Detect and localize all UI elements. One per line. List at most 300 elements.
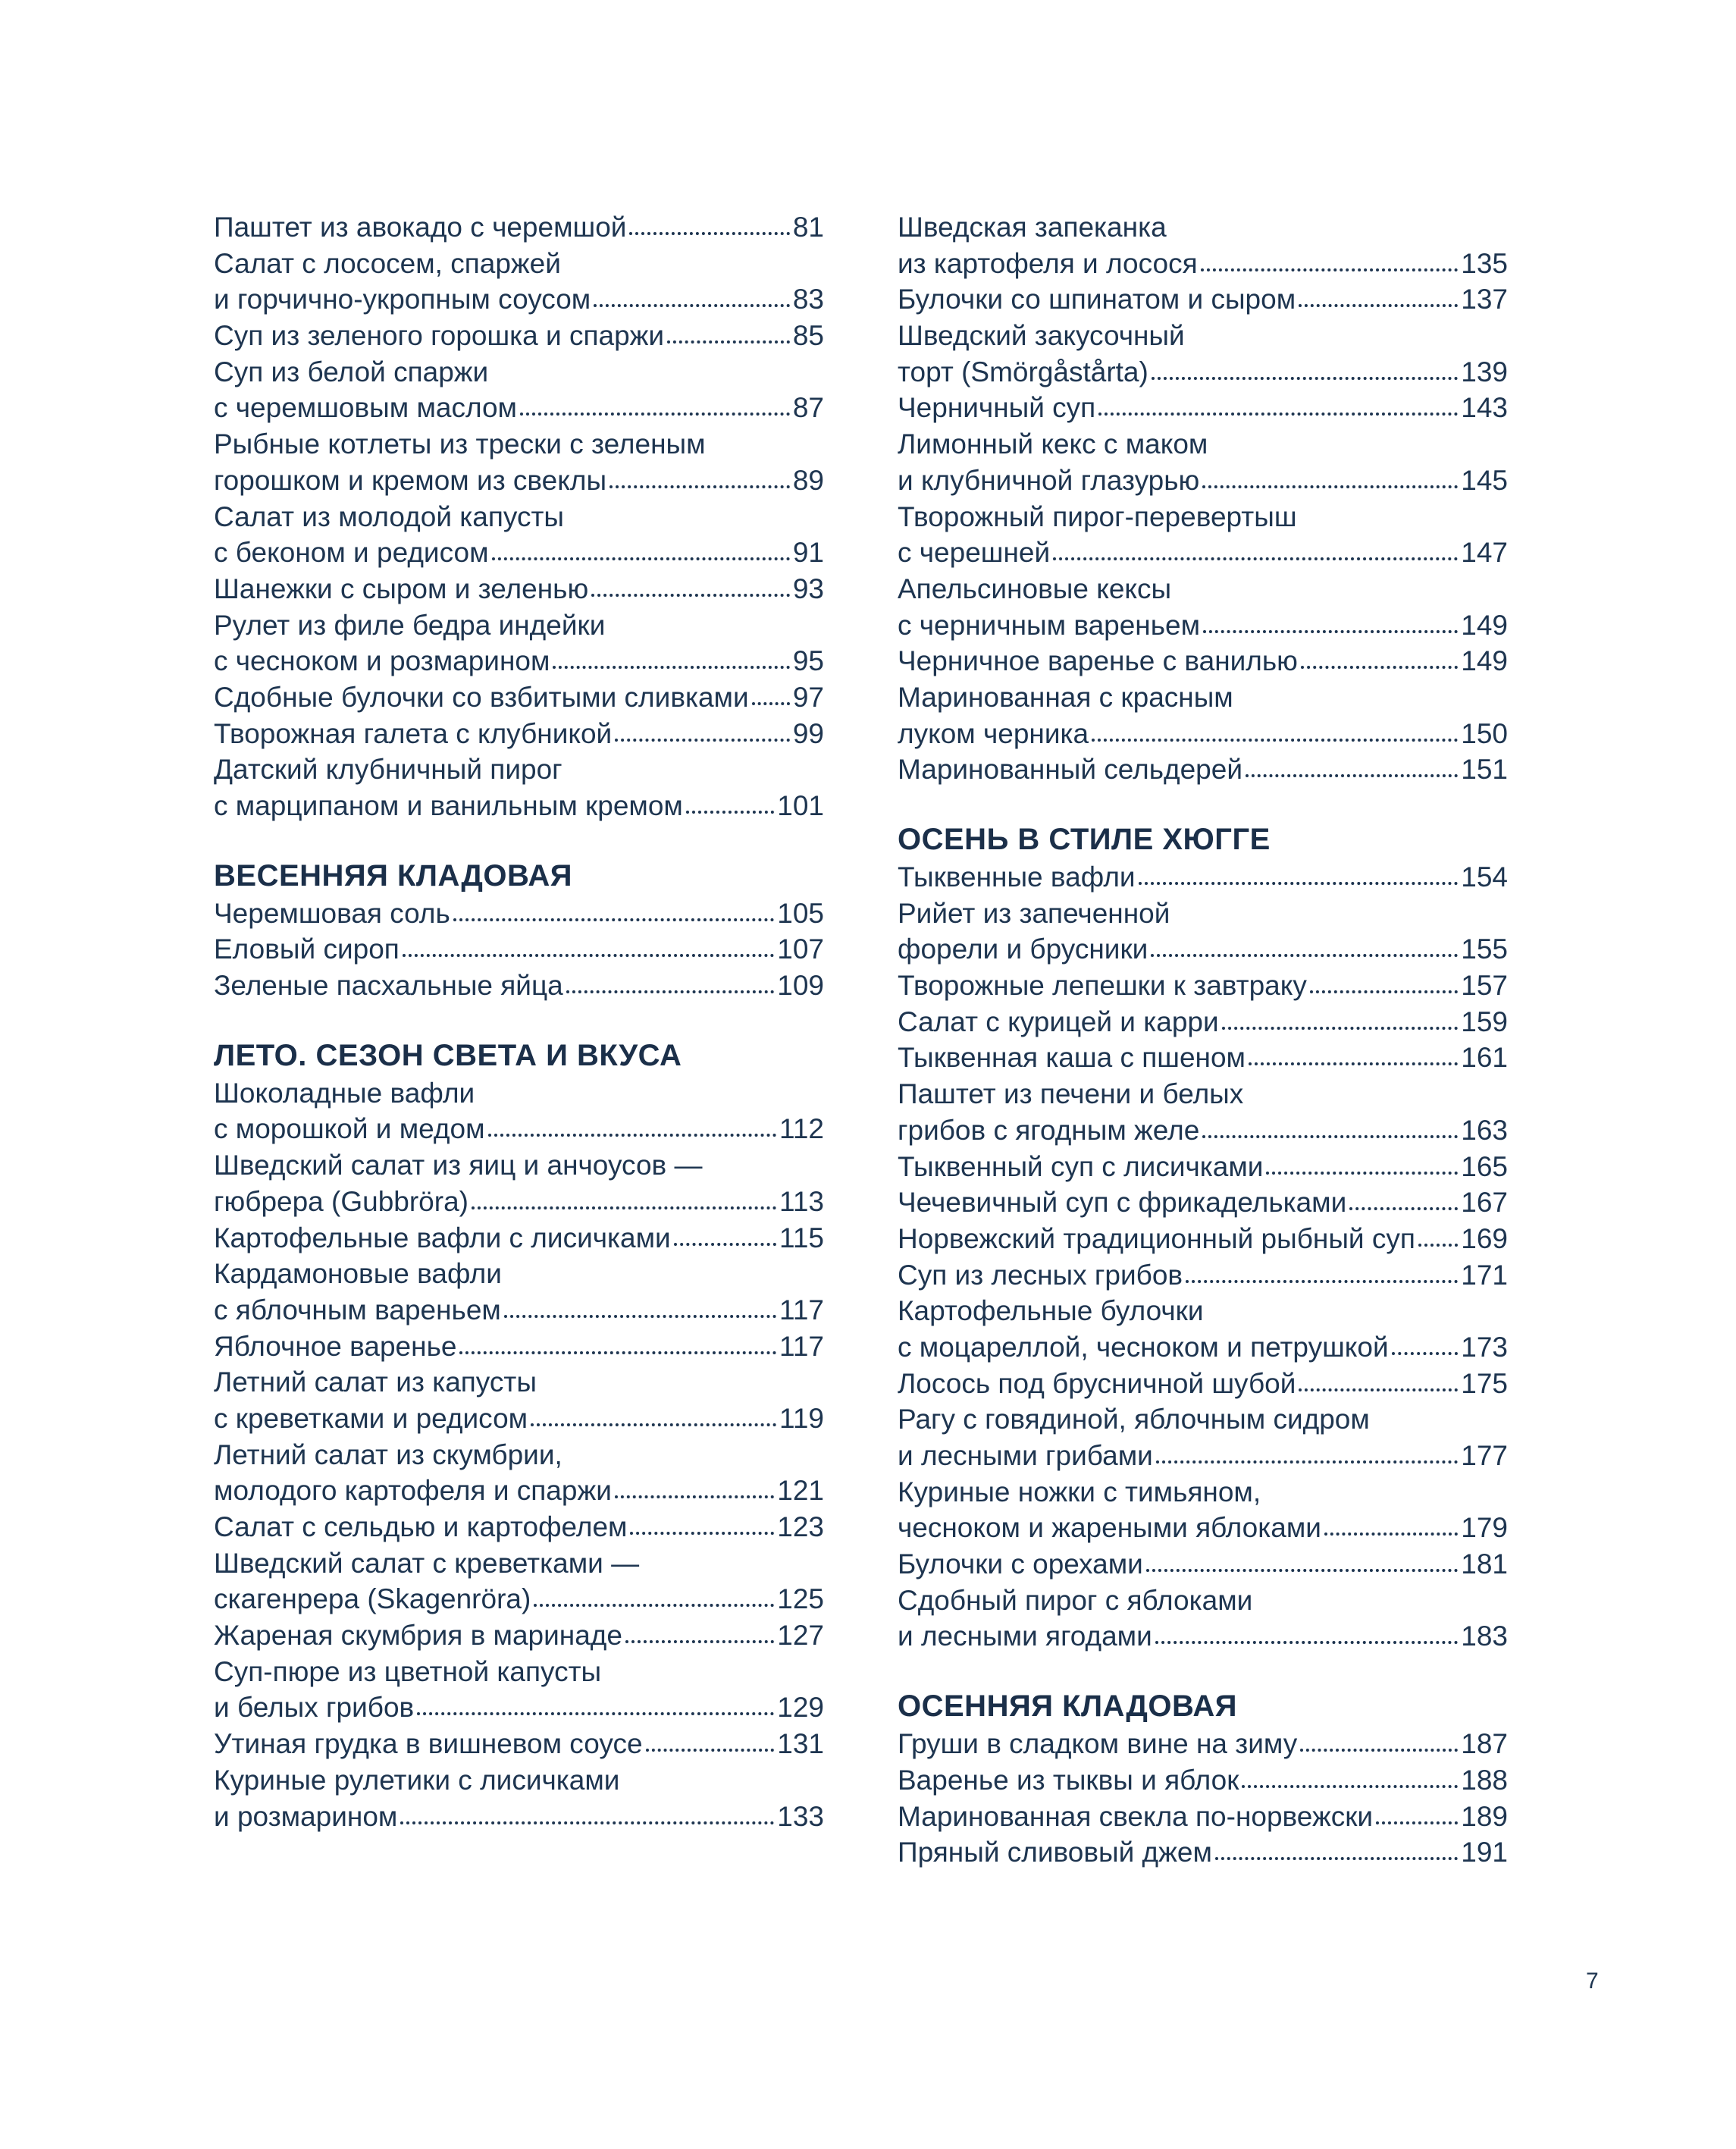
- toc-entry[interactable]: [214, 896, 824, 932]
- dot-leader: [1300, 1746, 1458, 1752]
- entry-title: с моцареллой, чесноком и петрушкой: [898, 1331, 1389, 1363]
- dot-leader: [1139, 879, 1459, 885]
- entry-title: Салат из молодой капусты: [214, 500, 565, 532]
- entry-page-number: 107: [777, 933, 824, 965]
- toc-entry[interactable]: [214, 1075, 824, 1147]
- toc-entry[interactable]: [898, 1474, 1508, 1546]
- entry-page-number: 189: [1461, 1800, 1508, 1832]
- entry-page-number: 169: [1461, 1222, 1508, 1254]
- entry-title: Шведский закусочный: [898, 320, 1185, 352]
- toc-entry-line: [898, 426, 1508, 463]
- toc-entry[interactable]: [898, 1546, 1508, 1583]
- dot-leader: [472, 1203, 776, 1209]
- section-heading: ВЕСЕННЯЯ КЛАДОВАЯ: [214, 858, 573, 893]
- toc-entry[interactable]: [214, 1147, 824, 1219]
- entry-title: с черемшовым маслом: [214, 392, 517, 424]
- toc-entry-line: [898, 1040, 1508, 1076]
- toc-entry[interactable]: [898, 390, 1508, 426]
- entry-title: Куриные рулетики с лисичками: [214, 1764, 620, 1796]
- entry-page-number: 133: [777, 1800, 824, 1832]
- entry-title: Рийет из запеченной: [898, 897, 1170, 929]
- entry-page-number: 121: [777, 1475, 824, 1507]
- toc-entry-line: [898, 1184, 1508, 1221]
- entry-page-number: 150: [1461, 717, 1508, 749]
- toc-entry-line: [214, 1329, 824, 1365]
- entry-title: Яблочное варенье: [214, 1330, 457, 1362]
- toc-entry[interactable]: [898, 1726, 1508, 1762]
- entry-page-number: 109: [777, 970, 824, 1002]
- toc-entry-line: [898, 246, 1508, 282]
- dot-leader: [752, 699, 790, 705]
- dot-leader: [534, 1601, 774, 1607]
- entry-page-number: 125: [777, 1583, 824, 1615]
- entry-page-number: 151: [1461, 754, 1508, 786]
- dot-leader: [609, 482, 790, 488]
- toc-entry-line: [214, 1437, 824, 1473]
- entry-title: Паштет из авокадо с черемшой: [214, 212, 627, 243]
- entry-title: Тыквенный суп с лисичками: [898, 1150, 1264, 1182]
- toc-entry-line: [898, 1618, 1508, 1655]
- entry-title: Салат с лососем, спаржей: [214, 247, 561, 279]
- toc-entry-line: [214, 1654, 824, 1690]
- dot-leader: [520, 409, 790, 416]
- dot-leader: [1152, 374, 1458, 380]
- toc-entry-line: [214, 1184, 824, 1220]
- entry-page-number: 97: [792, 681, 824, 713]
- toc-entry-line: [214, 1364, 824, 1401]
- dot-leader: [1202, 482, 1458, 488]
- entry-title: Булочки с орехами: [898, 1548, 1143, 1580]
- entry-page-number: 115: [779, 1222, 824, 1253]
- dot-leader: [1349, 1204, 1458, 1210]
- dot-leader: [615, 1492, 774, 1498]
- entry-page-number: 161: [1461, 1042, 1508, 1074]
- entry-title: Норвежский традиционный рыбный суп: [898, 1222, 1415, 1254]
- toc-entry[interactable]: [898, 209, 1508, 281]
- entry-page-number: 131: [777, 1728, 824, 1760]
- dot-leader: [1203, 627, 1458, 633]
- toc-entry[interactable]: [214, 607, 824, 679]
- entry-title: Чечевичный суп с фрикадельками: [898, 1187, 1347, 1219]
- toc-entry[interactable]: [898, 571, 1508, 643]
- toc-entry[interactable]: [898, 1221, 1508, 1257]
- toc-entry[interactable]: [214, 426, 824, 498]
- toc-entry-line: [214, 499, 824, 535]
- toc-entry-line: [898, 1834, 1508, 1871]
- entry-title: Картофельные вафли с лисичками: [214, 1222, 671, 1253]
- dot-leader: [1376, 1818, 1458, 1824]
- toc-entry[interactable]: [898, 1834, 1508, 1871]
- section-heading: ЛЕТО. СЕЗОН СВЕТА И ВКУСА: [214, 1038, 682, 1072]
- entry-title: Рыбные котлеты из трески с зеленым: [214, 428, 706, 460]
- entry-page-number: 165: [1461, 1150, 1508, 1182]
- entry-page-number: 149: [1461, 645, 1508, 677]
- dot-leader: [403, 951, 774, 957]
- toc-entry-line: [214, 896, 824, 932]
- toc-entry-line: [214, 716, 824, 752]
- dot-leader: [1249, 1059, 1458, 1065]
- entry-title: гюбрера (Gubbröra): [214, 1185, 468, 1217]
- toc-entry[interactable]: [214, 1509, 824, 1545]
- dot-leader: [1324, 1529, 1458, 1536]
- dot-leader: [1310, 987, 1458, 993]
- dot-leader: [1266, 1169, 1458, 1175]
- dot-leader: [630, 1529, 774, 1535]
- entry-page-number: 95: [792, 645, 824, 677]
- entry-title: с черничным вареньем: [898, 609, 1201, 641]
- toc-entry-line: [214, 281, 824, 318]
- toc-entry[interactable]: [898, 1799, 1508, 1835]
- toc-entry[interactable]: [214, 1329, 824, 1365]
- toc-entry-line: [214, 1726, 824, 1762]
- entry-title: Шведский салат из яиц и анчоусов —: [214, 1150, 703, 1181]
- entry-title: Салат с курицей и карри: [898, 1005, 1219, 1037]
- toc-entry-line: [898, 1401, 1508, 1438]
- toc-entry-line: [898, 1329, 1508, 1366]
- toc-entry-line: [214, 463, 824, 499]
- entry-title: Сдобный пирог с яблоками: [898, 1584, 1253, 1616]
- dot-leader: [1215, 1854, 1458, 1860]
- entry-title: и лесными грибами: [898, 1440, 1153, 1471]
- dot-leader: [1299, 301, 1458, 307]
- toc-entry[interactable]: [898, 1149, 1508, 1185]
- entry-title: Сдобные булочки со взбитыми сливками: [214, 681, 749, 713]
- entry-title: Творожная галета с клубникой: [214, 717, 613, 749]
- toc-entry[interactable]: [214, 1220, 824, 1256]
- toc-entry[interactable]: [898, 426, 1508, 498]
- toc-entry[interactable]: [898, 1184, 1508, 1221]
- toc-entry[interactable]: [898, 643, 1508, 679]
- toc-entry-line: [898, 859, 1508, 896]
- toc-entry-line: [898, 1510, 1508, 1546]
- entry-title: Черничное варенье с ванилью: [898, 645, 1298, 677]
- entry-title: Пряный сливовый джем: [898, 1837, 1212, 1868]
- entry-title: из картофеля и лосося: [898, 247, 1198, 279]
- entry-title: торт (Smörgåstårta): [898, 356, 1148, 387]
- toc-entry[interactable]: [214, 751, 824, 824]
- entry-page-number: 147: [1461, 537, 1508, 569]
- toc-entry-line: [214, 1111, 824, 1147]
- toc-entry-line: [214, 679, 824, 716]
- entry-page-number: 177: [1461, 1440, 1508, 1471]
- entry-page-number: 143: [1461, 392, 1508, 424]
- toc-entry[interactable]: [898, 1076, 1508, 1148]
- toc-entry-line: [898, 1799, 1508, 1835]
- toc-entry-line: [898, 607, 1508, 644]
- entry-title: Тыквенная каша с пшеном: [898, 1042, 1246, 1074]
- toc-entry-line: [898, 931, 1508, 968]
- entry-page-number: 173: [1461, 1331, 1508, 1363]
- toc-entry-line: [214, 1762, 824, 1799]
- toc-entry-line: [214, 1292, 824, 1329]
- toc-entry-line: [898, 896, 1508, 932]
- toc-entry[interactable]: [898, 499, 1508, 571]
- dot-leader: [667, 337, 790, 344]
- toc-entry[interactable]: [214, 931, 824, 968]
- entry-title: и лесными ягодами: [898, 1620, 1152, 1652]
- entry-title: Суп из зеленого горошка и спаржи: [214, 320, 665, 352]
- toc-entry-line: [214, 1473, 824, 1509]
- dot-leader: [1098, 409, 1458, 416]
- entry-title: Лимонный кекс с маком: [898, 428, 1208, 460]
- toc-entry-line: [898, 1112, 1508, 1149]
- toc-entry[interactable]: [214, 1654, 824, 1726]
- toc-entry-line: [898, 1546, 1508, 1583]
- entry-title: Еловый сироп: [214, 933, 400, 965]
- entry-title: Черемшовая соль: [214, 897, 450, 929]
- toc-entry[interactable]: [898, 751, 1508, 788]
- dot-leader: [504, 1312, 776, 1318]
- toc-entry-line: [898, 1004, 1508, 1040]
- entry-title: Маринованная с красным: [898, 681, 1233, 713]
- entry-page-number: 155: [1461, 933, 1508, 965]
- toc-entry-line: [898, 643, 1508, 679]
- section-heading: ОСЕНЬ В СТИЛЕ ХЮГГЕ: [898, 823, 1271, 856]
- toc-entry[interactable]: [214, 571, 824, 607]
- entry-title: Груши в сладком вине на зиму: [898, 1728, 1298, 1760]
- dot-leader: [1186, 1277, 1458, 1283]
- page-number: 7: [1586, 1969, 1599, 1994]
- dot-leader: [1246, 771, 1458, 777]
- toc-entry-line: [898, 968, 1508, 1004]
- dot-leader: [553, 663, 789, 669]
- entry-page-number: 171: [1461, 1259, 1508, 1291]
- toc-entry-line: [898, 716, 1508, 752]
- toc-entry-line: [214, 354, 824, 391]
- toc-entry-line: [898, 209, 1508, 246]
- entry-title: Шоколадные вафли: [214, 1077, 475, 1109]
- toc-entry-line: [214, 1075, 824, 1112]
- toc-entry[interactable]: [214, 246, 824, 318]
- entry-title: Маринованная свекла по-норвежски: [898, 1800, 1374, 1832]
- dot-leader: [1092, 736, 1458, 742]
- entry-title: грибов с ягодным желе: [898, 1114, 1200, 1146]
- toc-entry[interactable]: [214, 679, 824, 716]
- toc-entry-line: [898, 751, 1508, 788]
- toc-entry[interactable]: [898, 281, 1508, 318]
- toc-entry-line: [898, 535, 1508, 571]
- entry-title: форели и брусники: [898, 933, 1148, 965]
- toc-entry[interactable]: [214, 1256, 824, 1328]
- entry-title: с чесноком и розмарином: [214, 645, 550, 677]
- entry-title: с марципаном и ванильным кремом: [214, 790, 683, 821]
- toc-entry[interactable]: [214, 1437, 824, 1509]
- dot-leader: [1201, 265, 1459, 271]
- entry-title: Рагу с говядиной, яблочным сидром: [898, 1404, 1370, 1435]
- toc-entry-line: [898, 318, 1508, 354]
- toc-entry-line: [898, 1257, 1508, 1294]
- dot-leader: [417, 1709, 774, 1715]
- toc-entry-line: [898, 390, 1508, 426]
- entry-title: Шведская запеканка: [898, 212, 1167, 243]
- entry-title: горошком и кремом из свеклы: [214, 464, 607, 496]
- entry-title: Творожный пирог-перевертыш: [898, 500, 1297, 532]
- entry-page-number: 93: [792, 573, 824, 604]
- toc-entry-line: [898, 281, 1508, 318]
- toc-entry-line: [898, 1221, 1508, 1257]
- entry-title: луком черника: [898, 717, 1089, 749]
- entry-page-number: 101: [777, 790, 824, 821]
- toc-entry-line: [898, 1149, 1508, 1185]
- toc-entry[interactable]: [214, 1364, 824, 1436]
- toc-entry-line: [214, 1799, 824, 1835]
- toc-entry[interactable]: [898, 1257, 1508, 1294]
- entry-title: Суп из белой спаржи: [214, 356, 489, 387]
- dot-leader: [1202, 1132, 1458, 1138]
- entry-title: Рулет из филе бедра индейки: [214, 609, 606, 641]
- entry-page-number: 175: [1461, 1367, 1508, 1399]
- toc-entry[interactable]: [898, 896, 1508, 968]
- toc-entry-line: [214, 1256, 824, 1292]
- toc-entry-line: [214, 571, 824, 607]
- dot-leader: [1146, 1566, 1458, 1572]
- dot-leader: [686, 808, 774, 814]
- entry-page-number: 181: [1461, 1548, 1508, 1580]
- toc-entry[interactable]: [898, 1040, 1508, 1076]
- entry-page-number: 139: [1461, 356, 1508, 387]
- entry-page-number: 123: [777, 1511, 824, 1542]
- entry-page-number: 99: [792, 717, 824, 749]
- toc-entry-line: [214, 1545, 824, 1582]
- toc-entry[interactable]: [898, 318, 1508, 390]
- toc-entry[interactable]: [898, 1293, 1508, 1365]
- dot-leader: [1151, 951, 1458, 957]
- entry-page-number: 183: [1461, 1620, 1508, 1652]
- toc-entry-line: [898, 1583, 1508, 1619]
- toc-entry[interactable]: [898, 1004, 1508, 1040]
- toc-entry-line: [898, 1438, 1508, 1474]
- toc-entry-line: [214, 968, 824, 1004]
- entry-page-number: 137: [1461, 284, 1508, 315]
- entry-title: Жареная скумбрия в маринаде: [214, 1620, 622, 1652]
- entry-page-number: 157: [1461, 970, 1508, 1002]
- toc-entry-line: [898, 679, 1508, 716]
- toc-entry[interactable]: [214, 968, 824, 1004]
- entry-title: Шанежки с сыром и зеленью: [214, 573, 589, 604]
- dot-leader: [1301, 663, 1458, 669]
- entry-title: и клубничной глазурью: [898, 464, 1200, 496]
- toc-entry[interactable]: [898, 1366, 1508, 1402]
- toc-entry[interactable]: [214, 209, 824, 246]
- entry-page-number: 85: [792, 320, 824, 352]
- dot-leader: [615, 736, 790, 742]
- entry-page-number: 167: [1461, 1187, 1508, 1219]
- dot-leader: [453, 915, 774, 921]
- toc-entry-line: [214, 390, 824, 426]
- entry-title: Салат с сельдью и картофелем: [214, 1511, 628, 1542]
- entry-title: с морошкой и медом: [214, 1113, 485, 1145]
- entry-title: Картофельные булочки: [898, 1295, 1204, 1327]
- entry-page-number: 187: [1461, 1728, 1508, 1760]
- entry-page-number: 112: [779, 1113, 824, 1145]
- entry-title: Лосось под брусничной шубой: [898, 1367, 1296, 1399]
- toc-entry[interactable]: [214, 354, 824, 426]
- toc-entry[interactable]: [214, 716, 824, 752]
- toc-entry[interactable]: [214, 318, 824, 354]
- entry-title: с черешней: [898, 537, 1051, 569]
- entry-page-number: 159: [1461, 1005, 1508, 1037]
- toc-entry-line: [214, 1401, 824, 1437]
- toc-entry-line: [214, 318, 824, 354]
- toc-entry-line: [898, 1076, 1508, 1112]
- dot-leader: [1242, 1782, 1458, 1788]
- toc-entry-line: [214, 1509, 824, 1545]
- dot-leader: [1299, 1385, 1458, 1391]
- toc-entry[interactable]: [898, 968, 1508, 1004]
- toc-entry[interactable]: [898, 859, 1508, 896]
- toc-entry-line: [898, 1293, 1508, 1329]
- toc-entry[interactable]: [214, 1762, 824, 1834]
- entry-title: Шведский салат с креветками —: [214, 1547, 640, 1579]
- toc-entry-line: [898, 354, 1508, 391]
- toc-entry-line: [214, 1581, 824, 1617]
- toc-entry-line: [214, 607, 824, 644]
- dot-leader: [488, 1131, 776, 1137]
- toc-entry[interactable]: [898, 1401, 1508, 1473]
- toc-entry-line: [214, 1147, 824, 1184]
- dot-leader: [459, 1348, 776, 1354]
- toc-entry-line: [214, 751, 824, 788]
- toc-entry[interactable]: [214, 499, 824, 571]
- toc-entry-line: [898, 1726, 1508, 1762]
- dot-leader: [1418, 1241, 1458, 1247]
- toc-entry[interactable]: [214, 1617, 824, 1654]
- toc-entry[interactable]: [898, 1583, 1508, 1655]
- entry-page-number: 113: [779, 1185, 824, 1217]
- entry-title: Зеленые пасхальные яйца: [214, 970, 563, 1002]
- toc-entry[interactable]: [214, 1726, 824, 1762]
- toc-entry[interactable]: [214, 1545, 824, 1617]
- entry-title: Суп из лесных грибов: [898, 1259, 1183, 1291]
- entry-page-number: 188: [1461, 1764, 1508, 1796]
- entry-title: Булочки со шпинатом и сыром: [898, 284, 1296, 315]
- toc-entry-line: [898, 1366, 1508, 1402]
- dot-leader: [591, 591, 790, 597]
- dot-leader: [566, 987, 775, 993]
- dot-leader: [629, 229, 789, 235]
- dot-leader: [1155, 1638, 1458, 1644]
- dot-leader: [1053, 554, 1458, 560]
- entry-title: молодого картофеля и спаржи: [214, 1475, 612, 1507]
- toc-entry-line: [214, 788, 824, 824]
- entry-page-number: 83: [792, 284, 824, 315]
- dot-leader: [594, 301, 790, 307]
- entry-title: Суп-пюре из цветной капусты: [214, 1655, 602, 1687]
- entry-title: Датский клубничный пирог: [214, 754, 562, 786]
- entry-title: скагенрера (Skagenröra): [214, 1583, 531, 1615]
- dot-leader: [674, 1240, 776, 1246]
- toc-entry-line: [214, 931, 824, 968]
- toc-entry-line: [214, 426, 824, 463]
- entry-title: Маринованный сельдерей: [898, 754, 1243, 786]
- entry-page-number: 179: [1461, 1512, 1508, 1544]
- entry-title: Летний салат из капусты: [214, 1366, 537, 1398]
- entry-title: Тыквенные вафли: [898, 861, 1136, 893]
- toc-entry-line: [214, 535, 824, 571]
- entry-page-number: 105: [777, 897, 824, 929]
- toc-entry-line: [214, 1617, 824, 1654]
- toc-entry-line: [214, 1220, 824, 1256]
- toc-entry[interactable]: [898, 679, 1508, 751]
- toc-entry-line: [898, 463, 1508, 499]
- entry-title: Апельсиновые кексы: [898, 573, 1172, 604]
- entry-page-number: 145: [1461, 464, 1508, 496]
- dot-leader: [646, 1746, 775, 1752]
- toc-entry[interactable]: [898, 1762, 1508, 1799]
- entry-title: чесноком и жареными яблоками: [898, 1512, 1321, 1544]
- dot-leader: [625, 1637, 774, 1643]
- entry-title: Летний салат из скумбрии,: [214, 1438, 562, 1470]
